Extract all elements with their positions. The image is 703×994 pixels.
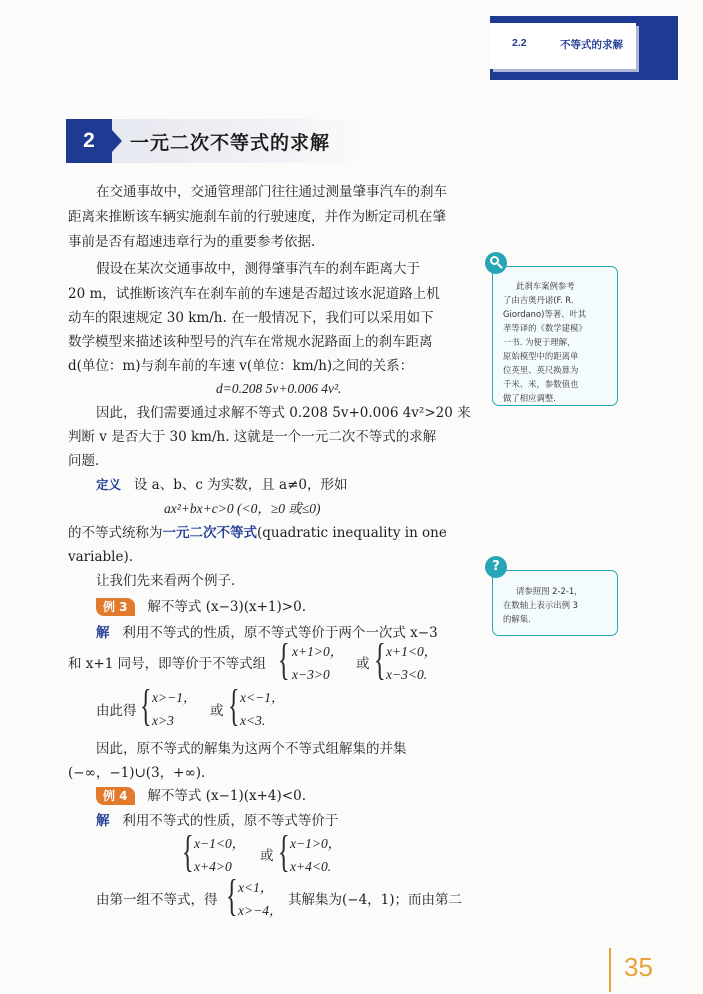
example4-line2-suffix: 其解集为(−4，1)；而由第二	[288, 892, 463, 908]
p2-line-5: d(单位：m)与刹车前的车速 v(单位：km/h)之间的关系：	[68, 358, 414, 374]
ex3-sys1-row1: x+1>0，	[292, 644, 344, 659]
example3-line3: 由此得	[96, 703, 137, 719]
p3-line-2: 判断 v 是否大于 30 km/h. 这就是一个一元二次不等式的求解	[68, 429, 437, 445]
note1-line-7: 位英里、英尺换算为	[503, 365, 579, 375]
ex3-sys3-row1: x>−1，	[152, 690, 197, 705]
magnifier-icon	[485, 252, 507, 274]
ex3-sys1-row2: x−3>0	[292, 667, 330, 682]
question-icon: ?	[485, 556, 507, 578]
note1-line-2: 了由吉奥丹诺(F. R.	[503, 295, 574, 305]
note2-line-3: 的解集.	[503, 614, 531, 624]
p3-line-1: 因此，我们需要通过求解不等式 0.208 5v+0.006 4v²>20 来	[96, 405, 471, 421]
formula-braking-distance: d=0.208 5v+0.006 4v².	[216, 381, 342, 396]
section-number: 2	[66, 119, 112, 163]
brace: {	[374, 635, 386, 684]
p1-line-2: 距离来推断该车辆实施刹车前的行驶速度，并作为断定司机在肇	[68, 209, 446, 225]
p2-line-2: 20 m，试推断该汽车在刹车前的车速是否超过该水泥道路上机	[68, 286, 440, 302]
ex3-or-1: 或	[356, 656, 370, 672]
ex4-sys3-row1: x<1，	[238, 880, 274, 895]
ex3-sys2-row1: x+1<0，	[386, 644, 438, 659]
note1-line-4: 孝等译的《数学建模》	[503, 323, 587, 333]
p3-line-3: 问题.	[68, 453, 100, 469]
definition-term: 一元二次不等式	[162, 525, 257, 541]
definition-line-3: variable).	[68, 549, 134, 565]
note1-line-8: 千米、米，参数值也	[503, 379, 579, 389]
ex3-or-2: 或	[210, 703, 224, 719]
example3-tag: 例 3	[96, 598, 135, 616]
brace: {	[278, 827, 290, 876]
ex4-sys2-row2: x+4<0.	[290, 859, 332, 874]
page-number: 35	[624, 952, 653, 982]
section-title: 一元二次不等式的求解	[130, 132, 331, 154]
note1-line-9: 做了相应调整.	[503, 393, 556, 403]
page-number-bar	[609, 948, 611, 992]
ex4-sys2-row1: x−1>0，	[290, 836, 342, 851]
ex4-sys1-row1: x−1<0，	[194, 836, 246, 851]
ex3-sys4-row2: x<3.	[240, 713, 266, 728]
note2-line-1: 请参照图 2-2-1，	[516, 586, 583, 596]
example4-problem: 解不等式 (x−1)(x+4)<0.	[147, 788, 306, 804]
example3-header	[96, 598, 306, 616]
definition-prefix: 的不等式统称为	[68, 525, 163, 541]
brace: {	[182, 827, 194, 876]
example3-jie: 解	[96, 625, 110, 641]
definition-english: (quadratic inequality in one	[257, 525, 447, 541]
ex3-sys2-row2: x−3<0.	[386, 667, 428, 682]
note1-line-1: 此刹车案例参考	[516, 281, 575, 291]
example4-jie: 解	[96, 813, 110, 829]
ex4-or-1: 或	[260, 848, 274, 864]
ex3-sys4-row1: x<−1，	[240, 690, 285, 705]
example4-tag: 例 4	[96, 787, 135, 805]
example4-header	[96, 787, 306, 805]
ex3-sys3-row2: x>3	[152, 713, 174, 728]
example4-line2-prefix: 由第一组不等式，得	[96, 892, 218, 908]
note1-line-6: 原始模型中的距离单	[503, 351, 579, 361]
definition-formula: ax²+bx+c>0 (<0，≥0 或≤0)	[164, 501, 321, 516]
section-arrow-icon	[112, 130, 122, 152]
intro-examples: 让我们先来看两个例子.	[96, 573, 236, 589]
definition-line-2	[68, 524, 447, 542]
header-section-number: 2.2	[512, 37, 527, 49]
definition-text: 设 a、b、c 为实数，且 a≠0，形如	[133, 477, 348, 493]
p2-line-1: 假设在某次交通事故中，测得肇事汽车的刹车距离大于	[96, 261, 420, 277]
definition-line-1	[96, 476, 347, 494]
example3-line2: 和 x+1 同号，即等价于不等式组	[68, 656, 267, 672]
note2-line-2: 在数轴上表示出例 3	[503, 600, 578, 610]
example3-line1: 利用不等式的性质，原不等式等价于两个一次式 x−3	[122, 625, 438, 641]
note1-line-5: 一书. 为便于理解，	[503, 337, 576, 347]
p2-line-3: 动车的限速规定 30 km/h. 在一般情况下，我们可以采用如下	[68, 310, 434, 326]
header-section-title: 不等式的求解	[560, 39, 623, 51]
definition-tag: 定义	[96, 477, 122, 492]
example4-line1: 利用不等式的性质，原不等式等价于	[122, 813, 339, 829]
example3-problem: 解不等式 (x−3)(x+1)>0.	[147, 599, 306, 615]
p2-line-4: 数学模型来描述该种型号的汽车在常规水泥路面上的刹车距离	[68, 334, 433, 350]
ex4-sys3-row2: x>−4，	[238, 903, 283, 918]
example4-solution-line-1	[96, 812, 338, 830]
brace: {	[140, 681, 152, 730]
example3-line4: 因此，原不等式的解集为这两个不等式组解集的并集	[96, 741, 407, 757]
example3-line5: (−∞，−1)∪(3，+∞).	[68, 765, 206, 781]
brace: {	[228, 681, 240, 730]
brace: {	[226, 871, 238, 920]
p1-line-3: 事前是否有超速违章行为的重要参考依据.	[68, 234, 316, 250]
ex4-sys1-row2: x+4>0	[194, 859, 232, 874]
note1-line-3: Giordano)等著、叶其	[503, 309, 587, 319]
example3-solution-line-1	[96, 624, 438, 642]
p1-line-1: 在交通事故中，交通管理部门往往通过测量肇事汽车的刹车	[96, 184, 447, 200]
brace: {	[278, 635, 290, 684]
